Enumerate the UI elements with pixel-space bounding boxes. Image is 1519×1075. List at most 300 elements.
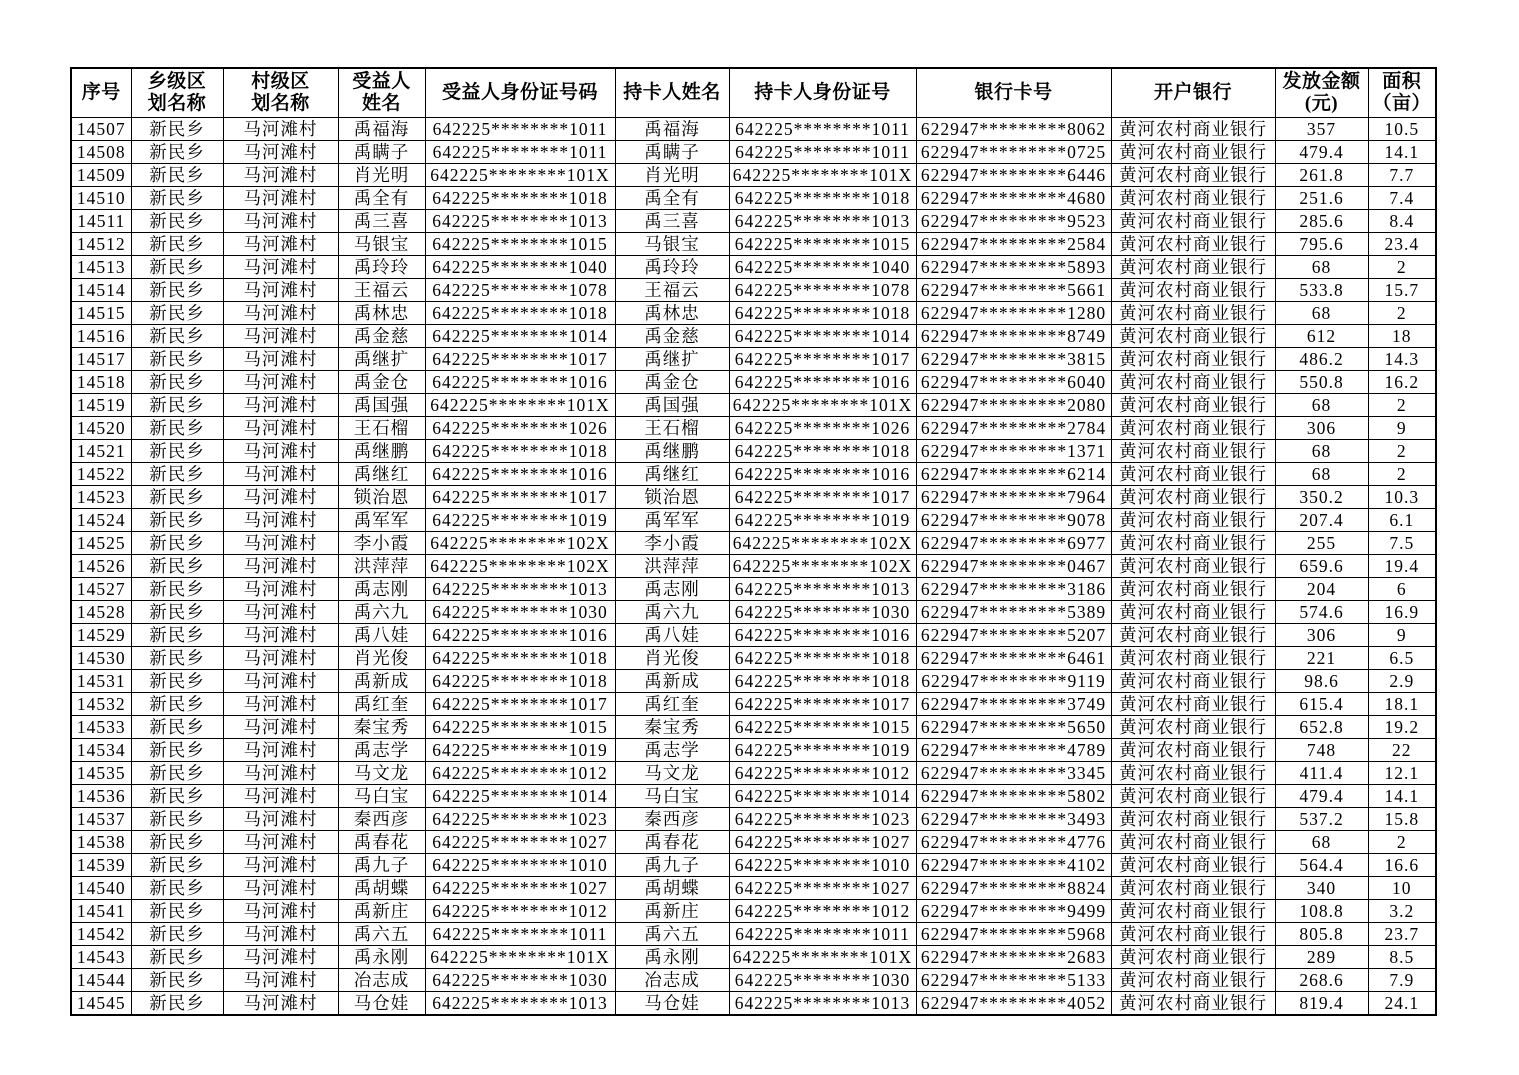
header-bank-label: 开户银行: [1153, 82, 1232, 103]
header-bank-card-number-label: 银行卡号: [974, 82, 1053, 103]
cell-township: 新民乡: [131, 923, 223, 946]
cell-seq: 14544: [71, 969, 131, 992]
cell-bank-card-number: 622947*********5968: [916, 923, 1111, 946]
cell-township: 新民乡: [131, 900, 223, 923]
cell-area: 23.4: [1368, 233, 1436, 256]
cell-area: 14.1: [1368, 141, 1436, 164]
cell-township: 新民乡: [131, 118, 223, 141]
cell-cardholder-name: 禹三喜: [615, 210, 729, 233]
cell-area: 18: [1368, 325, 1436, 348]
cell-bank-card-number: 622947*********3493: [916, 808, 1111, 831]
header-beneficiary-name: [338, 68, 425, 118]
cell-bank-card-number: 622947*********5802: [916, 785, 1111, 808]
table-row: [71, 210, 1436, 233]
cell-cardholder-name: 禹福海: [615, 118, 729, 141]
cell-beneficiary-name: 马仓娃: [338, 992, 425, 1016]
cell-beneficiary-id: 642225********1017: [425, 693, 615, 716]
cell-beneficiary-id: 642225********101X: [425, 946, 615, 969]
header-area: [1368, 68, 1436, 118]
cell-village: 马河滩村: [223, 900, 338, 923]
cell-cardholder-id: 642225********1018: [729, 440, 916, 463]
cell-beneficiary-id: 642225********1016: [425, 371, 615, 394]
cell-amount: 207.4: [1275, 509, 1368, 532]
cell-township: 新民乡: [131, 486, 223, 509]
cell-seq: 14536: [71, 785, 131, 808]
table-row: [71, 348, 1436, 371]
cell-amount: 795.6: [1275, 233, 1368, 256]
cell-cardholder-name: 马文龙: [615, 762, 729, 785]
cell-bank: 黄河农村商业银行: [1111, 693, 1275, 716]
header-beneficiary-name-line1: 受益人: [352, 71, 411, 92]
cell-beneficiary-name: 禹瞒子: [338, 141, 425, 164]
cell-bank-card-number: 622947*********5893: [916, 256, 1111, 279]
cell-village: 马河滩村: [223, 325, 338, 348]
header-amount-line1: 发放金额: [1282, 71, 1361, 92]
cell-amount: 350.2: [1275, 486, 1368, 509]
cell-beneficiary-id: 642225********1018: [425, 187, 615, 210]
header-cardholder-name: [615, 68, 729, 118]
cell-amount: 805.8: [1275, 923, 1368, 946]
cell-township: 新民乡: [131, 716, 223, 739]
cell-area: 16.9: [1368, 601, 1436, 624]
cell-township: 新民乡: [131, 969, 223, 992]
cell-area: 19.4: [1368, 555, 1436, 578]
cell-bank-card-number: 622947*********4789: [916, 739, 1111, 762]
cell-township: 新民乡: [131, 601, 223, 624]
cell-area: 24.1: [1368, 992, 1436, 1016]
cell-seq: 14530: [71, 647, 131, 670]
cell-beneficiary-name: 禹胡蝶: [338, 877, 425, 900]
header-bank-card-number: [916, 68, 1111, 118]
cell-bank: 黄河农村商业银行: [1111, 417, 1275, 440]
cell-amount: 564.4: [1275, 854, 1368, 877]
cell-cardholder-id: 642225********101X: [729, 394, 916, 417]
cell-bank: 黄河农村商业银行: [1111, 164, 1275, 187]
table-row: [71, 532, 1436, 555]
cell-bank: 黄河农村商业银行: [1111, 785, 1275, 808]
cell-beneficiary-name: 王福云: [338, 279, 425, 302]
cell-cardholder-id: 642225********1019: [729, 739, 916, 762]
table-row: [71, 578, 1436, 601]
cell-amount: 411.4: [1275, 762, 1368, 785]
cell-beneficiary-name: 肖光俊: [338, 647, 425, 670]
cell-amount: 98.6: [1275, 670, 1368, 693]
cell-cardholder-id: 642225********101X: [729, 164, 916, 187]
cell-seq: 14509: [71, 164, 131, 187]
cell-beneficiary-id: 642225********1014: [425, 785, 615, 808]
cell-bank-card-number: 622947*********2080: [916, 394, 1111, 417]
cell-bank-card-number: 622947*********6214: [916, 463, 1111, 486]
cell-bank-card-number: 622947*********9078: [916, 509, 1111, 532]
cell-township: 新民乡: [131, 693, 223, 716]
table-row: [71, 739, 1436, 762]
cell-beneficiary-name: 禹继红: [338, 463, 425, 486]
cell-bank: 黄河农村商业银行: [1111, 762, 1275, 785]
cell-seq: 14537: [71, 808, 131, 831]
cell-beneficiary-id: 642225********1013: [425, 210, 615, 233]
cell-amount: 306: [1275, 417, 1368, 440]
cell-village: 马河滩村: [223, 601, 338, 624]
cell-cardholder-id: 642225********1016: [729, 463, 916, 486]
cell-area: 7.9: [1368, 969, 1436, 992]
cell-seq: 14519: [71, 394, 131, 417]
cell-township: 新民乡: [131, 394, 223, 417]
cell-area: 6: [1368, 578, 1436, 601]
cell-area: 8.5: [1368, 946, 1436, 969]
cell-bank-card-number: 622947*********0725: [916, 141, 1111, 164]
cell-cardholder-id: 642225********1019: [729, 509, 916, 532]
cell-cardholder-name: 马白宝: [615, 785, 729, 808]
cell-area: 3.2: [1368, 900, 1436, 923]
cell-area: 15.7: [1368, 279, 1436, 302]
header-township-line2: 划名称: [147, 93, 207, 114]
cell-beneficiary-id: 642225********1017: [425, 486, 615, 509]
cell-cardholder-name: 王石榴: [615, 417, 729, 440]
cell-bank: 黄河农村商业银行: [1111, 256, 1275, 279]
cell-seq: 14508: [71, 141, 131, 164]
cell-township: 新民乡: [131, 233, 223, 256]
header-cardholder-id: [729, 68, 916, 118]
cell-township: 新民乡: [131, 578, 223, 601]
cell-bank: 黄河农村商业银行: [1111, 601, 1275, 624]
table-row: [71, 463, 1436, 486]
cell-cardholder-id: 642225********1010: [729, 854, 916, 877]
cell-township: 新民乡: [131, 624, 223, 647]
cell-seq: 14529: [71, 624, 131, 647]
cell-cardholder-id: 642225********1011: [729, 923, 916, 946]
cell-seq: 14515: [71, 302, 131, 325]
cell-cardholder-id: 642225********1016: [729, 371, 916, 394]
cell-cardholder-name: 禹新庄: [615, 900, 729, 923]
cell-seq: 14513: [71, 256, 131, 279]
cell-township: 新民乡: [131, 555, 223, 578]
cell-seq: 14538: [71, 831, 131, 854]
cell-village: 马河滩村: [223, 417, 338, 440]
cell-beneficiary-name: 禹八娃: [338, 624, 425, 647]
cell-cardholder-name: 禹瞒子: [615, 141, 729, 164]
cell-beneficiary-id: 642225********1018: [425, 440, 615, 463]
header-township-line1: 乡级区: [147, 71, 207, 92]
cell-cardholder-id: 642225********1027: [729, 831, 916, 854]
cell-beneficiary-name: 禹金慈: [338, 325, 425, 348]
cell-beneficiary-id: 642225********1015: [425, 716, 615, 739]
cell-area: 2: [1368, 302, 1436, 325]
header-village-line1: 村级区: [251, 71, 310, 92]
cell-area: 9: [1368, 624, 1436, 647]
table-row: [71, 716, 1436, 739]
cell-seq: 14540: [71, 877, 131, 900]
cell-beneficiary-id: 642225********101X: [425, 394, 615, 417]
cell-amount: 533.8: [1275, 279, 1368, 302]
cell-bank: 黄河农村商业银行: [1111, 624, 1275, 647]
cell-bank-card-number: 622947*********3815: [916, 348, 1111, 371]
cell-township: 新民乡: [131, 946, 223, 969]
cell-amount: 479.4: [1275, 785, 1368, 808]
cell-amount: 659.6: [1275, 555, 1368, 578]
cell-amount: 255: [1275, 532, 1368, 555]
cell-bank: 黄河农村商业银行: [1111, 187, 1275, 210]
cell-area: 14.3: [1368, 348, 1436, 371]
table-row: [71, 325, 1436, 348]
cell-beneficiary-id: 642225********101X: [425, 164, 615, 187]
cell-seq: 14517: [71, 348, 131, 371]
cell-beneficiary-id: 642225********1017: [425, 348, 615, 371]
cell-beneficiary-name: 禹金仓: [338, 371, 425, 394]
cell-cardholder-id: 642225********1018: [729, 647, 916, 670]
table-row: [71, 670, 1436, 693]
cell-bank: 黄河农村商业银行: [1111, 808, 1275, 831]
cell-cardholder-name: 禹继鹏: [615, 440, 729, 463]
cell-amount: 479.4: [1275, 141, 1368, 164]
table-row: [71, 141, 1436, 164]
cell-village: 马河滩村: [223, 256, 338, 279]
cell-township: 新民乡: [131, 762, 223, 785]
cell-cardholder-id: 642225********1014: [729, 785, 916, 808]
cell-cardholder-name: 禹金仓: [615, 371, 729, 394]
header-beneficiary-name-line2: 姓名: [361, 93, 401, 114]
cell-bank-card-number: 622947*********4680: [916, 187, 1111, 210]
cell-beneficiary-name: 禹志刚: [338, 578, 425, 601]
cell-village: 马河滩村: [223, 187, 338, 210]
cell-township: 新民乡: [131, 532, 223, 555]
cell-village: 马河滩村: [223, 946, 338, 969]
header-seq-label: 序号: [81, 82, 121, 103]
cell-beneficiary-name: 禹六五: [338, 923, 425, 946]
header-area-line2: （亩）: [1372, 93, 1431, 114]
cell-cardholder-id: 642225********102X: [729, 532, 916, 555]
cell-cardholder-name: 禹志学: [615, 739, 729, 762]
cell-seq: 14534: [71, 739, 131, 762]
cell-bank: 黄河农村商业银行: [1111, 900, 1275, 923]
cell-bank: 黄河农村商业银行: [1111, 233, 1275, 256]
cell-bank: 黄河农村商业银行: [1111, 739, 1275, 762]
cell-cardholder-name: 冶志成: [615, 969, 729, 992]
cell-bank: 黄河农村商业银行: [1111, 118, 1275, 141]
cell-cardholder-name: 禹林忠: [615, 302, 729, 325]
header-amount-line2: (元): [1304, 93, 1339, 114]
table-body: [71, 118, 1436, 1016]
cell-area: 9: [1368, 417, 1436, 440]
cell-bank-card-number: 622947*********5133: [916, 969, 1111, 992]
cell-beneficiary-name: 禹九子: [338, 854, 425, 877]
cell-township: 新民乡: [131, 164, 223, 187]
cell-cardholder-id: 642225********1012: [729, 762, 916, 785]
cell-bank: 黄河农村商业银行: [1111, 532, 1275, 555]
cell-bank: 黄河农村商业银行: [1111, 486, 1275, 509]
cell-township: 新民乡: [131, 325, 223, 348]
cell-village: 马河滩村: [223, 969, 338, 992]
cell-cardholder-name: 禹新成: [615, 670, 729, 693]
table-header: [71, 68, 1436, 118]
cell-cardholder-name: 肖光明: [615, 164, 729, 187]
cell-cardholder-id: 642225********1011: [729, 118, 916, 141]
cell-township: 新民乡: [131, 302, 223, 325]
table-row: [71, 256, 1436, 279]
cell-beneficiary-name: 禹继鹏: [338, 440, 425, 463]
cell-amount: 537.2: [1275, 808, 1368, 831]
cell-village: 马河滩村: [223, 739, 338, 762]
cell-beneficiary-id: 642225********1011: [425, 923, 615, 946]
cell-cardholder-id: 642225********1011: [729, 141, 916, 164]
cell-bank-card-number: 622947*********3345: [916, 762, 1111, 785]
table-row: [71, 854, 1436, 877]
cell-beneficiary-name: 禹新成: [338, 670, 425, 693]
cell-seq: 14518: [71, 371, 131, 394]
cell-beneficiary-id: 642225********1010: [425, 854, 615, 877]
cell-bank: 黄河农村商业银行: [1111, 555, 1275, 578]
cell-cardholder-id: 642225********1015: [729, 233, 916, 256]
cell-beneficiary-name: 王石榴: [338, 417, 425, 440]
cell-village: 马河滩村: [223, 854, 338, 877]
cell-cardholder-name: 秦西彦: [615, 808, 729, 831]
header-township: [131, 68, 223, 118]
cell-beneficiary-name: 禹玲玲: [338, 256, 425, 279]
cell-village: 马河滩村: [223, 808, 338, 831]
cell-cardholder-id: 642225********1018: [729, 302, 916, 325]
cell-area: 14.1: [1368, 785, 1436, 808]
cell-village: 马河滩村: [223, 371, 338, 394]
cell-beneficiary-id: 642225********1026: [425, 417, 615, 440]
header-beneficiary-id-label: 受益人身份证号码: [441, 82, 598, 103]
cell-seq: 14532: [71, 693, 131, 716]
header-bank: [1111, 68, 1275, 118]
table-row: [71, 762, 1436, 785]
cell-bank: 黄河农村商业银行: [1111, 440, 1275, 463]
header-village: [223, 68, 338, 118]
cell-beneficiary-id: 642225********1030: [425, 969, 615, 992]
cell-area: 15.8: [1368, 808, 1436, 831]
table-row: [71, 440, 1436, 463]
cell-bank: 黄河农村商业银行: [1111, 371, 1275, 394]
cell-cardholder-id: 642225********1016: [729, 624, 916, 647]
cell-cardholder-id: 642225********1040: [729, 256, 916, 279]
cell-seq: 14525: [71, 532, 131, 555]
cell-village: 马河滩村: [223, 923, 338, 946]
cell-area: 10: [1368, 877, 1436, 900]
cell-amount: 268.6: [1275, 969, 1368, 992]
cell-amount: 68: [1275, 256, 1368, 279]
cell-seq: 14545: [71, 992, 131, 1016]
cell-bank-card-number: 622947*********8824: [916, 877, 1111, 900]
cell-amount: 68: [1275, 831, 1368, 854]
cell-bank-card-number: 622947*********4102: [916, 854, 1111, 877]
cell-village: 马河滩村: [223, 463, 338, 486]
cell-area: 2: [1368, 440, 1436, 463]
cell-cardholder-id: 642225********1017: [729, 348, 916, 371]
cell-village: 马河滩村: [223, 716, 338, 739]
table-row: [71, 302, 1436, 325]
cell-township: 新民乡: [131, 279, 223, 302]
cell-amount: 68: [1275, 302, 1368, 325]
cell-cardholder-name: 洪萍萍: [615, 555, 729, 578]
cell-bank: 黄河农村商业银行: [1111, 854, 1275, 877]
cell-bank-card-number: 622947*********2584: [916, 233, 1111, 256]
cell-township: 新民乡: [131, 785, 223, 808]
cell-bank: 黄河农村商业银行: [1111, 831, 1275, 854]
cell-area: 12.1: [1368, 762, 1436, 785]
cell-cardholder-id: 642225********1013: [729, 992, 916, 1016]
cell-seq: 14541: [71, 900, 131, 923]
cell-seq: 14539: [71, 854, 131, 877]
cell-cardholder-name: 禹玲玲: [615, 256, 729, 279]
cell-seq: 14535: [71, 762, 131, 785]
table-row: [71, 647, 1436, 670]
cell-cardholder-name: 禹六五: [615, 923, 729, 946]
cell-beneficiary-id: 642225********1018: [425, 302, 615, 325]
cell-beneficiary-id: 642225********102X: [425, 555, 615, 578]
cell-cardholder-name: 禹八娃: [615, 624, 729, 647]
cell-bank: 黄河农村商业银行: [1111, 647, 1275, 670]
cell-beneficiary-id: 642225********1030: [425, 601, 615, 624]
cell-cardholder-id: 642225********1013: [729, 210, 916, 233]
cell-cardholder-name: 禹全有: [615, 187, 729, 210]
cell-beneficiary-name: 禹六九: [338, 601, 425, 624]
cell-cardholder-name: 禹红奎: [615, 693, 729, 716]
header-amount: [1275, 68, 1368, 118]
cell-seq: 14512: [71, 233, 131, 256]
cell-beneficiary-id: 642225********1040: [425, 256, 615, 279]
table-row: [71, 394, 1436, 417]
cell-area: 2.9: [1368, 670, 1436, 693]
cell-cardholder-name: 禹继扩: [615, 348, 729, 371]
cell-beneficiary-name: 秦宝秀: [338, 716, 425, 739]
cell-area: 19.2: [1368, 716, 1436, 739]
cell-bank: 黄河农村商业银行: [1111, 141, 1275, 164]
cell-cardholder-id: 642225********1017: [729, 486, 916, 509]
table-row: [71, 877, 1436, 900]
cell-bank: 黄河农村商业银行: [1111, 348, 1275, 371]
cell-beneficiary-id: 642225********1023: [425, 808, 615, 831]
cell-bank-card-number: 622947*********1280: [916, 302, 1111, 325]
cell-amount: 357: [1275, 118, 1368, 141]
cell-seq: 14520: [71, 417, 131, 440]
cell-bank-card-number: 622947*********0467: [916, 555, 1111, 578]
cell-village: 马河滩村: [223, 279, 338, 302]
cell-area: 6.1: [1368, 509, 1436, 532]
cell-bank-card-number: 622947*********6040: [916, 371, 1111, 394]
cell-bank-card-number: 622947*********8062: [916, 118, 1111, 141]
cell-cardholder-id: 642225********1078: [729, 279, 916, 302]
cell-township: 新民乡: [131, 440, 223, 463]
table-row: [71, 486, 1436, 509]
cell-beneficiary-id: 642225********1012: [425, 900, 615, 923]
cell-amount: 652.8: [1275, 716, 1368, 739]
cell-cardholder-id: 642225********1012: [729, 900, 916, 923]
cell-beneficiary-id: 642225********1015: [425, 233, 615, 256]
cell-bank-card-number: 622947*********6977: [916, 532, 1111, 555]
cell-area: 7.4: [1368, 187, 1436, 210]
cell-beneficiary-name: 李小霞: [338, 532, 425, 555]
cell-bank: 黄河农村商业银行: [1111, 992, 1275, 1016]
cell-cardholder-name: 禹金慈: [615, 325, 729, 348]
cell-village: 马河滩村: [223, 785, 338, 808]
cell-bank-card-number: 622947*********5389: [916, 601, 1111, 624]
cell-seq: 14531: [71, 670, 131, 693]
cell-township: 新民乡: [131, 371, 223, 394]
cell-cardholder-id: 642225********1030: [729, 601, 916, 624]
cell-area: 6.5: [1368, 647, 1436, 670]
cell-area: 22: [1368, 739, 1436, 762]
cell-seq: 14507: [71, 118, 131, 141]
cell-bank-card-number: 622947*********3749: [916, 693, 1111, 716]
header-row: [71, 68, 1436, 118]
cell-village: 马河滩村: [223, 509, 338, 532]
cell-bank: 黄河农村商业银行: [1111, 946, 1275, 969]
cell-township: 新民乡: [131, 187, 223, 210]
cell-bank: 黄河农村商业银行: [1111, 670, 1275, 693]
cell-township: 新民乡: [131, 256, 223, 279]
cell-village: 马河滩村: [223, 141, 338, 164]
